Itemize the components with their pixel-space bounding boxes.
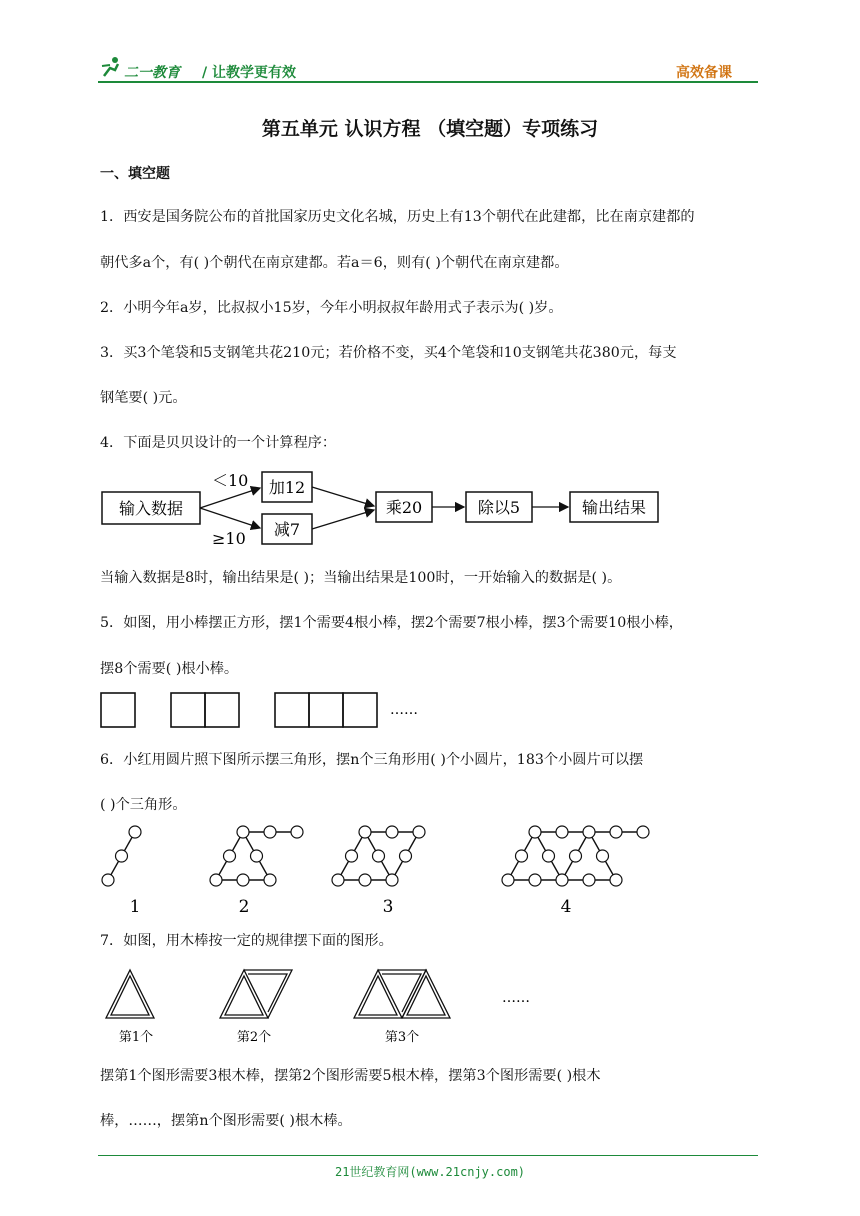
round-chip xyxy=(529,826,541,838)
round-chip xyxy=(413,826,425,838)
round-chip xyxy=(516,850,528,862)
header-divider xyxy=(98,81,758,83)
round-chip xyxy=(116,850,128,862)
circle-label-2: 2 xyxy=(238,897,250,917)
round-chip xyxy=(597,850,609,862)
question-6-line-1: 6．小红用圆片照下图所示摆三角形，摆n个三角形用( )个小圆片，183个小圆片可以摆 xyxy=(100,752,644,768)
stick-figure-1 xyxy=(106,970,154,1018)
footer-text: 21世纪教育网(www.21cnjy.com) xyxy=(334,1165,526,1179)
square-group-1 xyxy=(101,693,135,727)
round-chip xyxy=(102,874,114,886)
question-6-line-2: ( )个三角形。 xyxy=(100,797,187,813)
flow-sub-label: 减7 xyxy=(273,520,301,539)
round-chip xyxy=(332,874,344,886)
square-group-2 xyxy=(171,693,239,727)
round-chip xyxy=(543,850,555,862)
flow-input-label: 输入数据 xyxy=(118,499,184,518)
stick-label-1: 第1个 xyxy=(118,1030,154,1045)
round-chip xyxy=(237,874,249,886)
round-chip xyxy=(502,874,514,886)
round-chip xyxy=(210,874,222,886)
round-chip xyxy=(583,826,595,838)
round-chip xyxy=(359,826,371,838)
circle-label-3: 3 xyxy=(382,897,394,917)
flow-div-label: 除以5 xyxy=(477,498,521,517)
question-3-line-1: 3．买3个笔袋和5支钢笔共花210元；若价格不变，买4个笔袋和10支钢笔共花380元，每支 xyxy=(100,345,677,361)
round-chip xyxy=(583,874,595,886)
question-7-line-1: 7．如图，用木棒按一定的规律摆下面的图形。 xyxy=(100,933,393,949)
question-4-line-2: 当输入数据是8时，输出结果是( )；当输出结果是100时，一开始输入的数据是( )。 xyxy=(100,570,622,586)
question-3-line-2: 钢笔要( )元。 xyxy=(100,390,187,406)
round-chip xyxy=(129,826,141,838)
question-1-line-1: 1．西安是国务院公布的首批国家历史文化名城，历史上有13个朝代在此建都，比在南京建都的 xyxy=(100,209,695,225)
question-4-line-1: 4．下面是贝贝设计的一个计算程序： xyxy=(100,435,337,451)
stick-triangles-figure xyxy=(98,960,558,1050)
round-chip xyxy=(386,874,398,886)
stick-figure-3 xyxy=(354,970,450,1018)
squares-ellipsis: …… xyxy=(390,702,418,718)
round-chip xyxy=(529,874,541,886)
header-logo-mark xyxy=(100,56,122,78)
round-chip xyxy=(264,874,276,886)
round-chip xyxy=(556,874,568,886)
round-chip xyxy=(386,826,398,838)
round-chip xyxy=(237,826,249,838)
round-chip xyxy=(610,874,622,886)
header-tag: 高效备课 xyxy=(676,65,732,81)
round-chip xyxy=(251,850,263,862)
circle-triangle-figure-2 xyxy=(210,826,303,886)
round-chip xyxy=(224,850,236,862)
question-1-line-2: 朝代多a个，有( )个朝代在南京建都。若a＝6，则有( )个朝代在南京建都。 xyxy=(100,255,569,271)
round-chip xyxy=(346,850,358,862)
stick-figure-2 xyxy=(220,970,292,1018)
flow-cond-ge: ≥10 xyxy=(212,529,246,548)
footer-divider xyxy=(98,1155,758,1156)
stick-label-2: 第2个 xyxy=(236,1030,272,1045)
flow-add-label: 加12 xyxy=(268,478,306,497)
circle-triangles-figure xyxy=(98,824,658,918)
section-heading: 一、填空题 xyxy=(100,166,170,182)
round-chip xyxy=(637,826,649,838)
header-logo-text: 二一教育 xyxy=(124,65,180,81)
circle-triangle-figure-3 xyxy=(332,826,425,886)
question-2-line-1: 2．小明今年a岁，比叔叔小15岁，今年小明叔叔年龄用式子表示为( )岁。 xyxy=(100,300,563,316)
question-7-line-2: 摆第1个图形需要3根木棒，摆第2个图形需要5根木棒，摆第3个图形需要( )根木 xyxy=(100,1068,601,1084)
round-chip xyxy=(556,826,568,838)
circle-triangle-figure-4 xyxy=(502,826,649,886)
round-chip xyxy=(291,826,303,838)
round-chip xyxy=(373,850,385,862)
flow-cond-lt: ＜10 xyxy=(212,471,249,490)
round-chip xyxy=(570,850,582,862)
stick-label-3: 第3个 xyxy=(384,1030,420,1045)
calculation-flowchart xyxy=(98,466,678,550)
stick-squares-figure xyxy=(98,690,438,732)
question-7-line-3: 棒，……，摆第n个图形需要( )根木棒。 xyxy=(100,1113,352,1129)
round-chip xyxy=(264,826,276,838)
header-slogan: / 让教学更有效 xyxy=(202,65,296,81)
question-5-line-1: 5．如图，用小棒摆正方形，摆1个需要4根小棒，摆2个需要7根小棒，摆3个需要10根小棒， xyxy=(100,615,683,631)
circle-label-1: 1 xyxy=(129,897,141,917)
question-5-line-2: 摆8个需要( )根小棒。 xyxy=(100,661,239,677)
round-chip xyxy=(359,874,371,886)
circle-triangle-figure-1 xyxy=(102,826,141,886)
page-title: 第五单元 认识方程 （填空题）专项练习 xyxy=(261,118,599,140)
round-chip xyxy=(400,850,412,862)
square-group-3 xyxy=(275,693,377,727)
circle-label-4: 4 xyxy=(560,897,572,917)
flow-mul-label: 乘20 xyxy=(385,498,423,517)
round-chip xyxy=(610,826,622,838)
flow-output-label: 输出结果 xyxy=(581,498,647,517)
stick-ellipsis: …… xyxy=(502,990,530,1006)
